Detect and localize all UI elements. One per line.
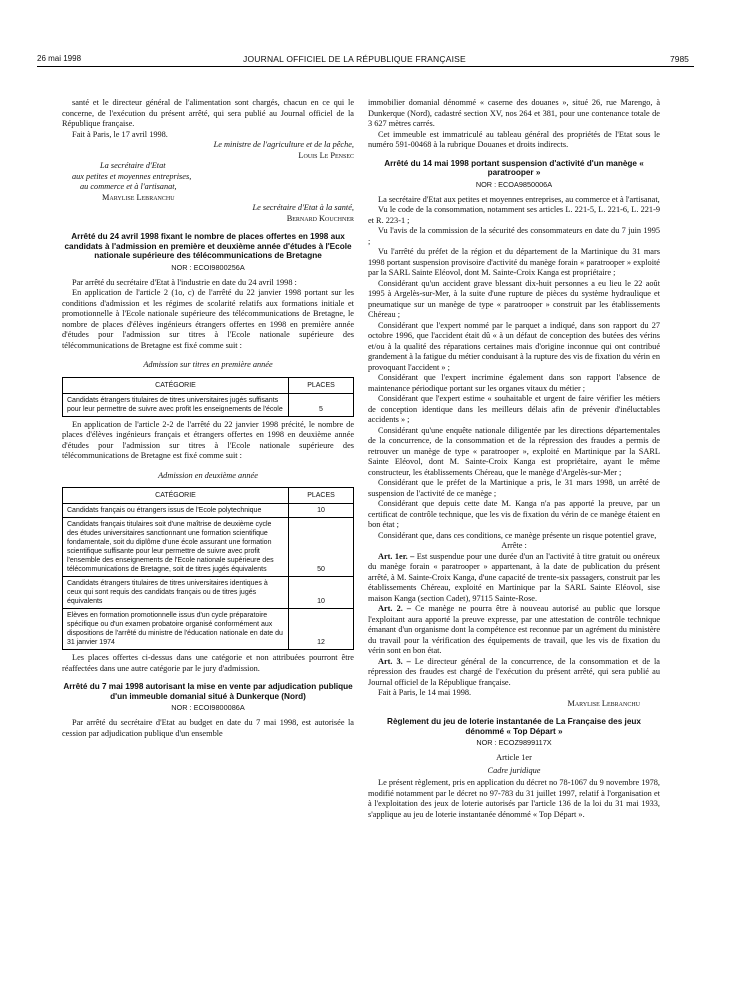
places-table-second-year [62, 487, 354, 650]
paragraph: immobilier domanial dénommé « caserne des douanes », situé 26, rue Marengo, à Dunkerque (Nord), cadastré section XV, nos 264 et 381, pour une contenance totale de 3 627 mètres carrés. [368, 98, 660, 128]
article-text: Le directeur général de la concurrence, de la consommation et de la répression des fraudes est chargé de l'exécution du présent arrêté, qui sera publié au Journal officiel de la République française. [368, 656, 660, 687]
decree-title: Arrêté du 7 mai 1998 autorisant la mise en vente par adjudication publique d'un immeuble domanial situé à Dunkerque (Nord) [63, 682, 353, 701]
article [368, 552, 660, 605]
nor-reference: NOR : ECOI9800256A [171, 262, 245, 272]
paragraph: santé et le directeur général de l'alimentation sont chargés, chacun en ce qui le concerne, de l'exécution du présent arrêté, qui sera publié au Journal officiel de la République française. [62, 98, 354, 128]
table-row [63, 393, 354, 416]
signature-role: Le ministre de l'agriculture et de la pêche, [213, 140, 354, 149]
paragraph: Fait à Paris, le 14 mai 1998. [378, 688, 472, 697]
paragraph: Vu l'arrêté du préfet de la région et du département de la Martinique du 31 mars 1998 portant suspension provisoire d'activité du manège forain « paratrooper » exploité par la SARL Sainte Eléovol, dont M. Sainte-Croix Kanga est propriétaire ; [368, 247, 660, 277]
signature-role: au commerce et à l'artisanat, [80, 182, 177, 191]
section-heading: Cadre juridique [487, 765, 541, 775]
table-cell-category: Elèves en formation promotionnelle issus d'un cycle préparatoire spécifique ou d'un examen probatoire organisé conformément aux dispositions de l'arrêté du ministre de l'éducation nationale en date du 31 janvier 1974 [63, 609, 289, 650]
regulation-title: Règlement du jeu de loterie instantanée de La Française des jeux dénommé « Top Départ » [387, 717, 641, 736]
article-text: Est suspendue pour une durée d'un an l'activité à titre gratuit ou onéreux du manège forain « paratrooper » appartenant, à la date de publication du présent arrêté, à M. Sainte-Croix Kanga, d'une capacité de trente-six passagers, construit par les établissements Chéreau, exploité en Martinique par la SARL Sainte Eléovol, sise maison Kanga (section Cadet), 97115 Sainte-Rose. [368, 551, 660, 603]
table-caption: Admission en deuxième année [158, 470, 258, 480]
table-cell-places: 10 [289, 577, 354, 609]
table-header-places: PLACES [289, 488, 354, 504]
paragraph: Considérant que, dans ces conditions, ce manège présente un risque potentiel grave, [378, 530, 657, 540]
signature-role: La secrétaire d'Etat [100, 161, 166, 170]
article-label: Art. 2. – [378, 604, 412, 613]
table-cell-category: Candidats étrangers titulaires de titres universitaires identiques à ceux qui sont requis des candidats français ou de titres jugés équivalents [63, 577, 289, 609]
table-row [63, 577, 354, 609]
paragraph: Vu le code de la consommation, notamment ses articles L. 221-5, L. 221-6, L. 221-9 et R. 223-1 ; [368, 205, 660, 225]
paragraph: Considérant que l'expert estime « souhaitable et urgent de faire vérifier les métiers de conception identique dans les meilleurs délais afin de prévenir d'inéluctables accidents » ; [368, 394, 660, 424]
header-rule [37, 66, 694, 67]
header-journal-title: JOURNAL OFFICIEL DE LA RÉPUBLIQUE FRANÇAISE [243, 54, 466, 64]
paragraph: La secrétaire d'Etat aux petites et moyennes entreprises, au commerce et à l'artisanat, [378, 194, 660, 204]
paragraph: Considérant qu'un accident grave blessant dix-huit personnes a eu lieu le 22 août 1995 à Argelès-sur-Mer, à la suite d'une rupture de pièces du système hydraulique et pneumatique sur un manège de type « paratrooper » construit par les établissements Chéreau ; [368, 278, 660, 319]
paragraph: Par arrêté du secrétaire d'Etat au budget en date du 7 mai 1998, est autorisée la cession par adjudication publique d'un ensemble [62, 718, 354, 738]
table-header-category: CATÉGORIE [63, 377, 289, 393]
paragraph: Considérant que le préfet de la Martinique a pris, le 31 mars 1998, un arrêté de suspension de l'activité de ce manège ; [368, 478, 660, 498]
paragraph: Le présent règlement, pris en application du décret no 78-1067 du 9 novembre 1978, modifié notamment par le décret no 97-783 du 31 juillet 1997, relatif à l'organisation et à l'exploitation des jeux de loterie autorisés par l'article 136 de la loi du 31 mai 1933, s'applique au jeu de loterie instantanée dénommé « Top Départ ». [368, 778, 660, 819]
nor-reference: NOR : ECOZ9899117X [476, 738, 552, 747]
table-cell-places: 50 [289, 518, 354, 577]
article-label: Art. 3. – [378, 656, 411, 666]
signature-role: aux petites et moyennes entreprises, [72, 171, 192, 181]
table-cell-places: 12 [289, 609, 354, 650]
table-row [63, 518, 354, 577]
paragraph: Par arrêté du secrétaire d'Etat à l'industrie en date du 24 avril 1998 : [72, 277, 297, 287]
table-caption: Admission sur titres en première année [143, 360, 273, 369]
table-header-places: PLACES [289, 377, 354, 393]
article [368, 657, 660, 689]
table-header-category: CATÉGORIE [63, 488, 289, 504]
right-column [368, 98, 660, 820]
paragraph: En application de l'article 2-2 de l'arrêté du 22 janvier 1998 précité, le nombre de places d'élèves ingénieurs français et étrangers offertes en 1998 en deuxième année d'études pour l'admission sur titres à l'Ecole nationale supérieure des télécommunications de Bretagne est fixé comme suit : [62, 419, 354, 460]
arrete-heading: Arrête : [501, 541, 527, 550]
paragraph: En application de l'article 2 (1o, c) de l'arrêté du 22 janvier 1998 portant sur les conditions d'admission et les régimes de scolarité relatifs aux formations initiale et promotionnelle à l'Ecole nationale supérieure des télécommunications de Bretagne, le nombre de places d'élèves ingénieurs étrangers offertes en 1998 en première année d'études pour l'admission sur titres à l'Ecole nationale supérieure des télécommunications de Bretagne est fixé comme suit : [62, 288, 354, 350]
left-column [62, 98, 354, 739]
table-cell-category: Candidats étrangers titulaires de titres universitaires jugés suffisants pour leur permettre de suivre avec profit les enseignements de l'école [63, 393, 289, 416]
table-row [63, 609, 354, 650]
table-cell-category: Candidats français titulaires soit d'une maîtrise de deuxième cycle des études universitaires sanctionnant une formation scientifique fondamentale, soit du diplôme d'une école assurant une formation scientifique suffisante pour leur permettre de suivre avec profit l'ensemble des enseignements de l'Ecole nationale supérieure des télécommunications de Bretagne, soit de titres jugés équivalents [63, 518, 289, 577]
paragraph: Vu l'avis de la commission de la sécurité des consommateurs en date du 7 juin 1995 ; [368, 226, 660, 246]
paragraph: Considérant que l'expert incrimine également dans son rapport l'absence de maintenance périodique portant sur les organes vitaux du métier ; [368, 373, 660, 393]
decree-title: Arrêté du 24 avril 1998 fixant le nombre de places offertes en 1998 aux candidats à l'admission en première et deuxième année d'études à l'Ecole nationale supérieure des télécommunications de Bretagne [64, 232, 352, 260]
article-heading: Article 1er [496, 753, 532, 762]
signature-name: Marylise Lebranchu [567, 698, 640, 708]
paragraph: Considérant qu'une enquête nationale diligentée par les directions départementales de la concurrence, de la consommation et de la répression des fraudes a permis de retrouver un manège de type « paratrooper », exploité en Martinique par la SARL Sainte Eléovol, dont M. Sainte-Croix Kanga est propriétaire, ayant le même constructeur, les établissements Chéreau, que le manège d'Argelès-sur-Mer ; [368, 425, 660, 477]
nor-reference: NOR : ECOI9800086A [171, 703, 245, 712]
header-date: 26 mai 1998 [37, 54, 82, 63]
header-page-number: 7985 [670, 54, 689, 64]
table-cell-category: Candidats français ou étrangers issus de l'Ecole polytechnique [63, 504, 289, 518]
article-label: Art. 1er. – [378, 551, 415, 561]
table-cell-places: 10 [289, 504, 354, 518]
paragraph: Cet immeuble est immatriculé au tableau général des propriétés de l'Etat sous le numéro 591-00468 à la rubrique Douanes et droits indirects. [368, 129, 660, 149]
decree-title: Arrêté du 14 mai 1998 portant suspension d'activité d'un manège « paratrooper » [384, 158, 644, 177]
signature-name: Louis Le Pensec [298, 150, 354, 160]
signature-name: Bernard Kouchner [286, 213, 354, 223]
article [368, 604, 660, 657]
article-text: Ce manège ne pourra être à nouveau autorisé au public que lorsque l'exploitant aura apporté la preuve expresse, par une attestation de contrôle technique émanant d'un organisme dont la compétence est reconnue par un agrément du ministère du travail pour la vérification des équipements de travail, que les vis de fixation du vérin sont en bon état. [368, 604, 661, 655]
table-cell-places: 5 [289, 393, 354, 416]
signature-name: Marylise Lebranchu [102, 192, 175, 202]
paragraph: Fait à Paris, le 17 avril 1998. [72, 129, 168, 139]
paragraph: Considérant que l'expert nommé par le parquet a indiqué, dans son rapport du 27 octobre 1996, que l'accident était dû « à un défaut de conception des butées des vérins et/ou à la qualité des réparations certaines mais d'origine inconnue qui ont contribué grandement à la fatigue du métier conduisant à la rupture des vis de fixation du vérin en provoquant l'accident » ; [368, 320, 660, 372]
paragraph: Les places offertes ci-dessus dans une catégorie et non attribuées pourront être réaffectées dans une autre catégorie par le jury d'admission. [62, 653, 354, 673]
paragraph: Considérant que depuis cette date M. Kanga n'a pas apporté la preuve, par un certificat de contrôle technique, que les vis de fixation du vérin de ce manège étaient en bon état ; [368, 499, 660, 529]
page-header [0, 0, 731, 62]
nor-reference: NOR : ECOA9850006A [475, 179, 553, 189]
places-table-first-year [62, 377, 354, 417]
signature-role: Le secrétaire d'Etat à la santé, [252, 203, 354, 212]
table-row [63, 504, 354, 518]
